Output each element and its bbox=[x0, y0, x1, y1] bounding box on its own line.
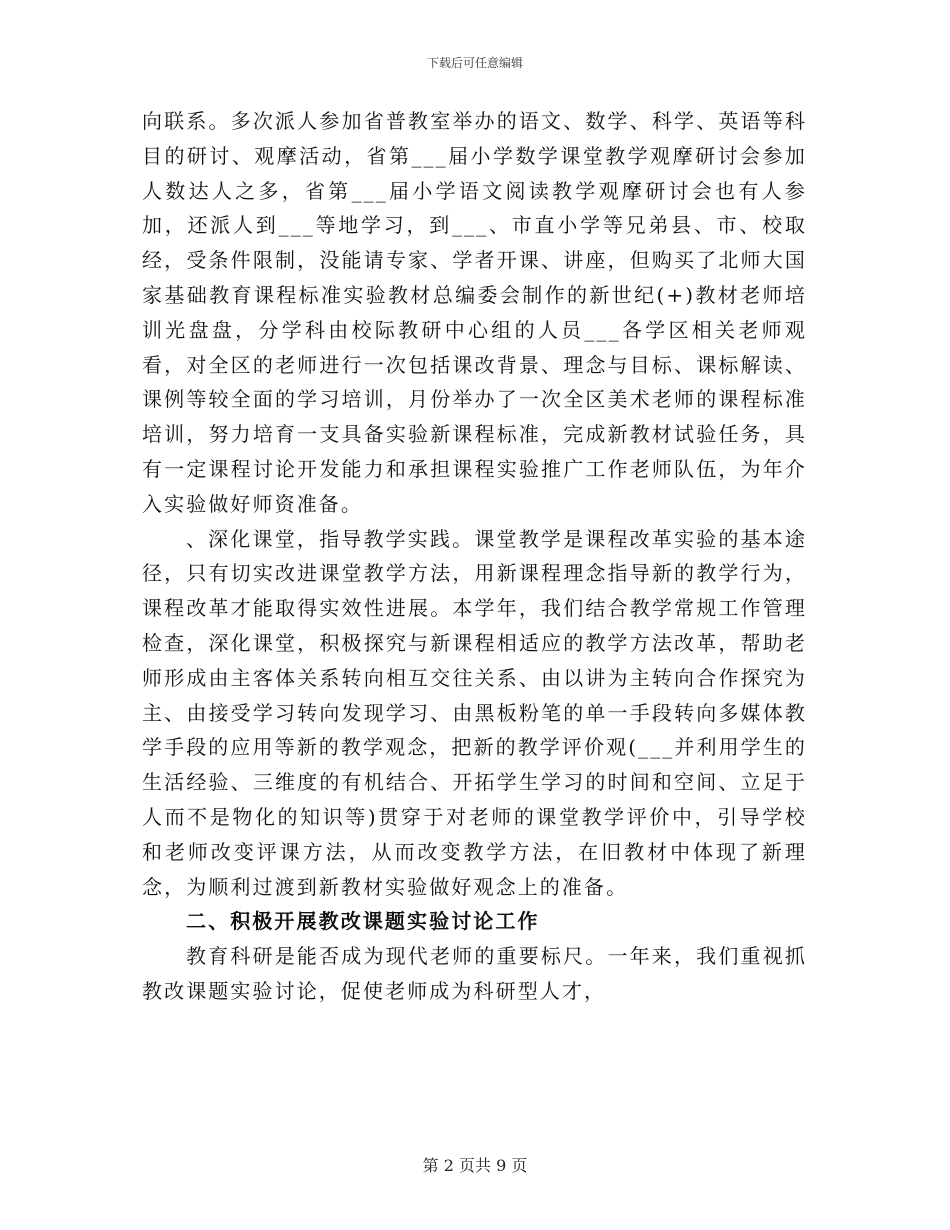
section-heading: 二、积极开展教改课题实验讨论工作 bbox=[186, 909, 540, 934]
document-body bbox=[142, 104, 807, 1009]
body-paragraph-2: 、深化课堂，指导教学实践。课堂教学是课程改革实验的基本途径，只有切实改进课堂教学方法，用新课程理念指导新的教学行为，课程改革才能取得实效性进展。本学年，我们结合教学常规工作管理检查，深化课堂，积极探究与新课程相适应的教学方法改革，帮助老师形成由主客体关系转向相互交往关系、由以讲为主转向合作探究为主、由接受学习转向发现学习、由黑板粉笔的单一手段转向多媒体教学手段的应用等新的教学观念，把新的教学评价观(___并利用学生的生活经验、三维度的有机结合、开拓学生学习的时间和空间、立足于人而不是物化的知识等)贯穿于对老师的课堂教学评价中，引导学校和老师改变评课方法，从而改变教学方法，在旧教材中体现了新理念，为顺利过渡到新教材实验做好观念上的准备。 bbox=[142, 526, 808, 899]
section-paragraph: 教育科研是能否成为现代老师的重要标尺。一年来，我们重视抓教改课题实验讨论，促使老师成为科研型人才， bbox=[142, 944, 807, 1003]
page-header: 下载后可任意编辑 bbox=[426, 56, 523, 70]
body-paragraph-1: 向联系。多次派人参加省普教室举办的语文、数学、科学、英语等科目的研讨、观摩活动，省第___届小学数学课堂教学观摩研讨会参加人数达人之多，省第___届小学语文阅读教学观摩研讨会也有人参加，还派人到___等地学习，到___、市直小学等兄弟县、市、校取经，受条件限制，没能请专家、学者开课、讲座，但购买了北师大国家基础教育课程标准实验教材总编委会制作的新世纪(+)教材老师培训光盘盘，分学科由校际教研中心组的人员___各学区相关老师观看，对全区的老师进行一次包括课改背景、理念与目标、课标解读、课例等较全面的学习培训，月份举办了一次全区美术老师的课程标准培训，努力培育一支具备实验新课程标准，完成新教材试验任务，具有一定课程讨论开发能力和承担课程实验推广工作老师队伍，为年介入实验做好师资准备。 bbox=[142, 109, 807, 516]
page-number: 第 2 页共 9 页 bbox=[422, 1156, 528, 1175]
